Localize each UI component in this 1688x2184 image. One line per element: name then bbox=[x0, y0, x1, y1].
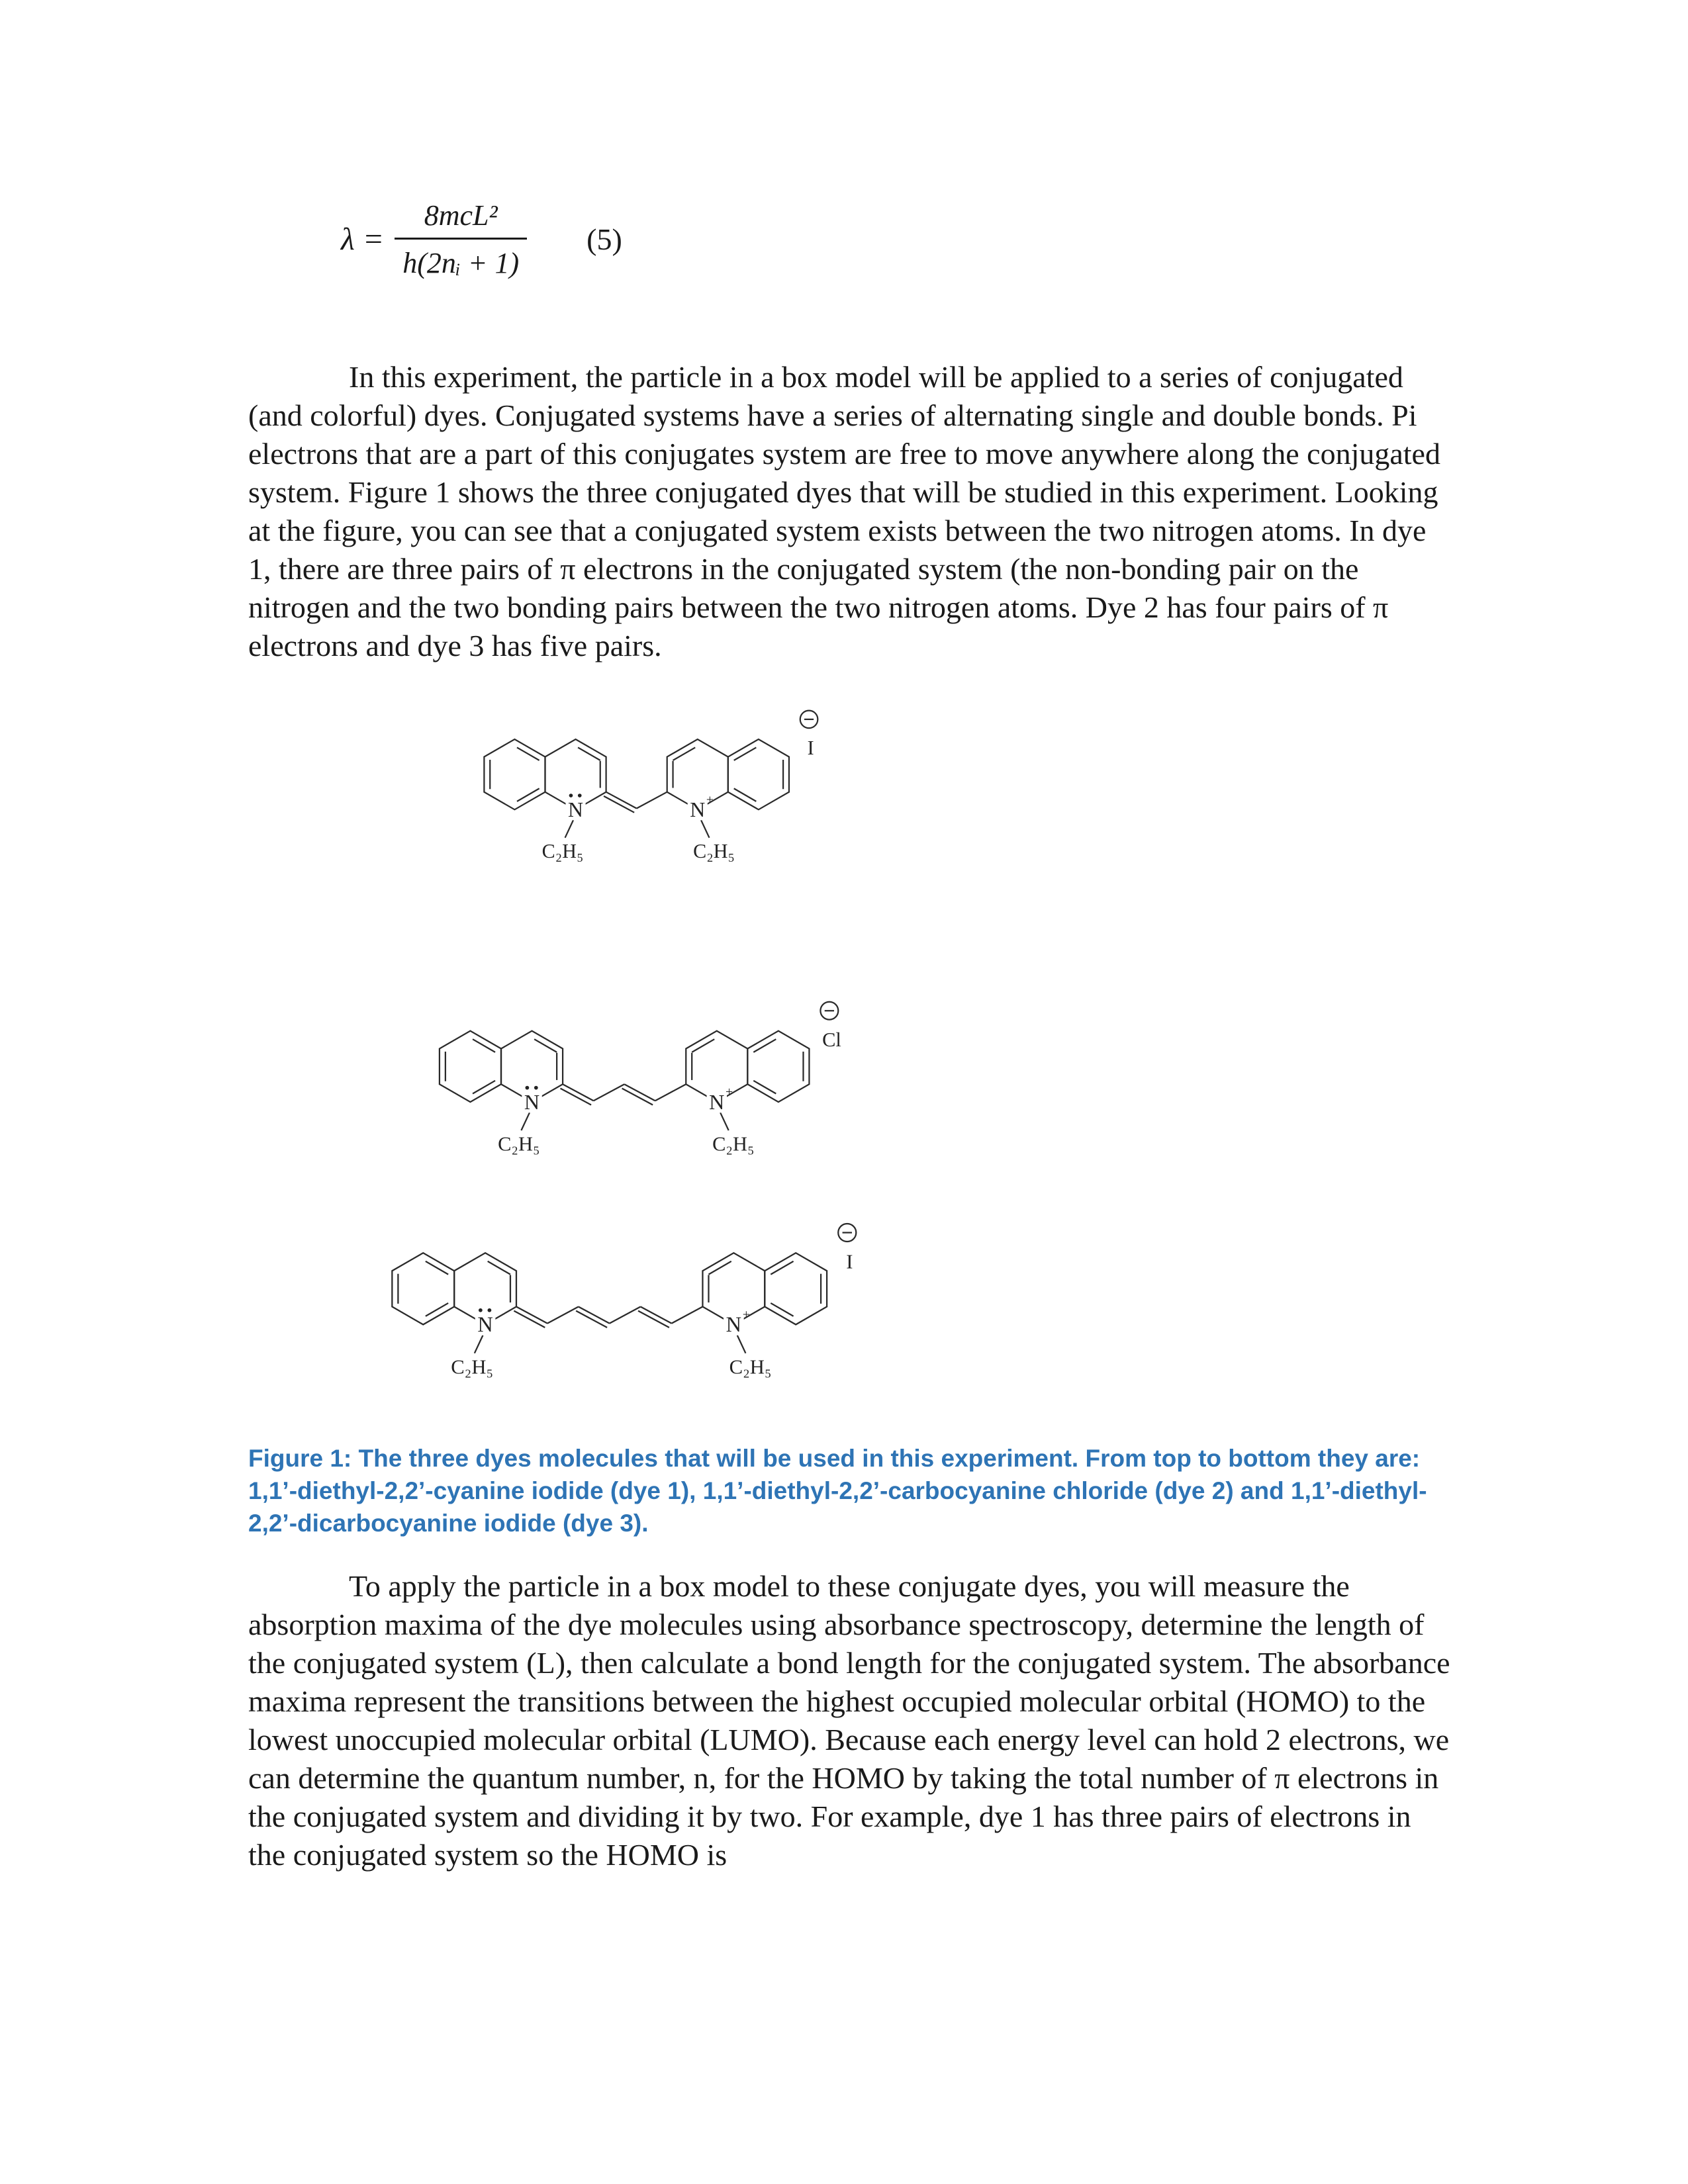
conjugated-chain bbox=[604, 792, 667, 813]
equation-5 bbox=[341, 199, 622, 280]
lone-pair-icon bbox=[569, 794, 582, 797]
plus-charge-label: + bbox=[706, 793, 714, 807]
plus-charge-label: + bbox=[726, 1085, 733, 1100]
figure-caption: Figure 1: The three dyes molecules that will be used in this experiment. From top to bottom they are: 1,1’-diethyl-2,2’-cyanine iodide (dye 1), 1,1’-diethyl-2,2’-carbocyanine chloride (dye 2) and 1,1’-diethyl-2,2’-dicarbocyanine iodide (dye 3). bbox=[248, 1445, 1427, 1537]
ethyl-label: C₂H₅ bbox=[541, 839, 584, 862]
lone-pair-icon bbox=[526, 1086, 538, 1090]
dye-1-rings bbox=[484, 711, 818, 838]
dye-2-rings bbox=[440, 1002, 838, 1130]
ethyl-label: C₂H₅ bbox=[729, 1355, 772, 1379]
ethyl-label: C₂H₅ bbox=[451, 1355, 494, 1379]
nitrogen-label: N bbox=[524, 1089, 540, 1114]
conjugated-chain bbox=[514, 1306, 702, 1328]
body-paragraph-2: To apply the particle in a box model to these conjugate dyes, you will measure the absorption maxima of the dye molecules using absorbance spectroscopy, determine the length of the conjugated system (L), then calculate a bond length for the conjugated system. The absorbance maxima represent the transitions between the highest occupied molecular orbital (HOMO) to the lowest unoccupied molecular orbital (LUMO). Because each energy level can hold 2 electrons, we can determine the quantum number, n, for the HOMO by taking the total number of π electrons in the conjugated system and dividing it by two. For example, dye 1 has three pairs of electrons in the conjugated system so the HOMO is bbox=[248, 1569, 1450, 1872]
ethyl-label: C₂H₅ bbox=[693, 839, 735, 862]
equation-number: (5) bbox=[586, 222, 622, 256]
ethyl-label: C₂H₅ bbox=[712, 1132, 755, 1156]
nitrogen-label: N bbox=[477, 1313, 493, 1338]
nitrogen-label: N bbox=[690, 797, 706, 821]
minus-charge-icon bbox=[820, 1002, 838, 1020]
equation-denominator: h(2nᵢ + 1) bbox=[395, 238, 527, 280]
dye-1-structure bbox=[450, 698, 861, 874]
body-paragraph-1: In this experiment, the particle in a box model will be applied to a series of conjugated (and colorful) dyes. Conjugated systems have a series of alternating single and double bonds. Pi electrons that are a part of this conjugates system are free to move anywhere along the conjugated system. Figure 1 shows the three conjugated dyes that will be studied in this experiment. Looking at the figure, you can see that a conjugated system exists between the two nitrogen atoms. In dye 1, there are three pairs of π electrons in the conjugated system (the non-bonding pair on the nitrogen and the two bonding pairs between the two nitrogen atoms. Dye 2 has four pairs of π electrons and dye 3 has five pairs. bbox=[248, 360, 1440, 662]
counterion-label: Cl bbox=[822, 1028, 841, 1051]
nitrogen-label: N bbox=[709, 1089, 725, 1114]
minus-charge-icon bbox=[800, 711, 818, 729]
plus-charge-label: + bbox=[742, 1307, 750, 1322]
nitrogen-label: N bbox=[726, 1313, 742, 1338]
dye-2-structure bbox=[405, 989, 885, 1167]
lone-pair-icon bbox=[479, 1308, 491, 1312]
minus-charge-icon bbox=[838, 1224, 856, 1242]
counterion-label: I bbox=[807, 737, 814, 760]
conjugated-chain bbox=[561, 1084, 686, 1105]
equation-lhs: λ = bbox=[341, 222, 385, 257]
dye-3-structure bbox=[357, 1211, 907, 1390]
nitrogen-label: N bbox=[568, 797, 584, 821]
equation-fraction bbox=[395, 199, 527, 280]
equation-numerator: 8mcL² bbox=[424, 199, 498, 232]
counterion-label: I bbox=[846, 1250, 853, 1273]
dye-3-rings bbox=[392, 1224, 856, 1353]
ethyl-label: C₂H₅ bbox=[498, 1132, 540, 1156]
